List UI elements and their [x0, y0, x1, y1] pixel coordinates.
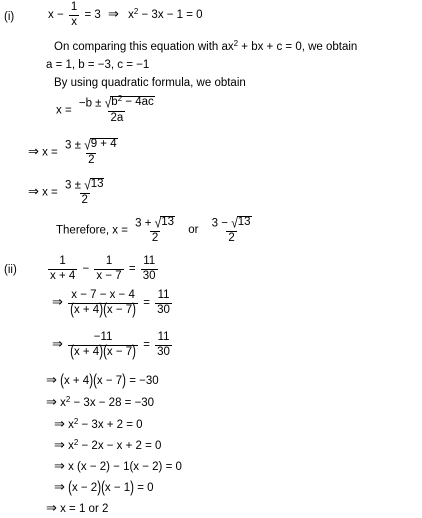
implies-arrow: ⇒ [54, 479, 65, 494]
implies-arrow: ⇒ [46, 500, 57, 515]
implies-arrow: ⇒ [52, 336, 63, 352]
quadratic-formula-text: By using quadratic formula, we obtain [54, 77, 246, 89]
eq-rhs: = 3 [84, 9, 101, 22]
eq-minus: − [56, 9, 64, 22]
implies-arrow: ⇒ [54, 416, 65, 431]
implies-arrow: ⇒ [28, 143, 39, 159]
step-2-line: ⇒ x = 3 ± √ 9 + 4 2 [28, 136, 117, 166]
ii-line-10: ⇒ x = 1 or 2 [46, 500, 109, 515]
ii-line-7: ⇒ $x^2 - 2x - x + 2 = 0$ [54, 437, 162, 452]
formula-fraction: −b ± √ $b^2 - 4ac$ 2a [78, 94, 154, 124]
part-i-label: (i) [4, 11, 15, 23]
implies-arrow: ⇒ [52, 294, 63, 310]
ii-line-9: ⇒ (x − 2)(x − 1) = 0 [54, 479, 154, 496]
sqrt-sign: √ 9 + 4 [84, 136, 117, 153]
sqrt-sign: √ 13 [84, 176, 104, 193]
implies-arrow: ⇒ [54, 437, 65, 452]
fraction-one-over-x: $\frac{1}{x}$ [70, 1, 78, 28]
implies-arrow: ⇒ [108, 6, 119, 22]
implies-arrow: ⇒ [28, 183, 39, 199]
comparison-text: On comparing this equation with $ax^2$ + bx + c = 0, we obtain [54, 39, 358, 53]
coefficients-line: a = 1, b = −3, c = −1 [46, 59, 150, 71]
ii-line-3: ⇒ $\frac{-11}{(x + 4)(x - 7)}$ = $\frac{11}{30}$ [52, 331, 170, 360]
quadratic-formula: x = −b ± √ $b^2 - 4ac$ 2a [56, 96, 159, 125]
implies-arrow: ⇒ [54, 458, 65, 473]
sqrt-sign: √ 13 [231, 214, 251, 231]
ii-line-1: $\frac{1}{x + 4}$ − $\frac{1}{x - 7}$ = $\frac{11}{30}$ [50, 255, 156, 282]
ii-line-6: ⇒ $x^2 - 3x + 2 = 0$ [54, 416, 143, 431]
ii-line-8: ⇒ x (x − 2) − 1(x − 2) = 0 [54, 458, 182, 473]
implies-arrow: ⇒ [46, 394, 57, 409]
equation-line-1: x − $\frac{1}{x}$ = 3 ⇒ $x^2 - 3x - 1 = 0$ [48, 1, 203, 28]
therefore-line: Therefore, x = 3 + √ 13 2 or 3 − √ 13 2 [56, 214, 251, 244]
sqrt-sign: √ $b^2 - 4ac$ [104, 94, 154, 111]
part-ii-label: (ii) [4, 264, 17, 276]
implies-arrow: ⇒ [46, 372, 57, 387]
ii-line-4: ⇒ (x + 4)(x − 7) = −30 [46, 372, 159, 389]
step-3-line: ⇒ x = 3 ± √ 13 2 [28, 176, 104, 206]
sqrt-sign: √ 13 [154, 214, 175, 231]
ii-line-2: ⇒ $\frac{x - 7 - x - 4}{(x + 4)(x - 7)}$ = $\frac{11}{30}$ [52, 289, 170, 318]
ii-line-5: ⇒ $x^2 - 3x - 28 = -30$ [46, 394, 155, 409]
eq-x: x [48, 9, 54, 22]
